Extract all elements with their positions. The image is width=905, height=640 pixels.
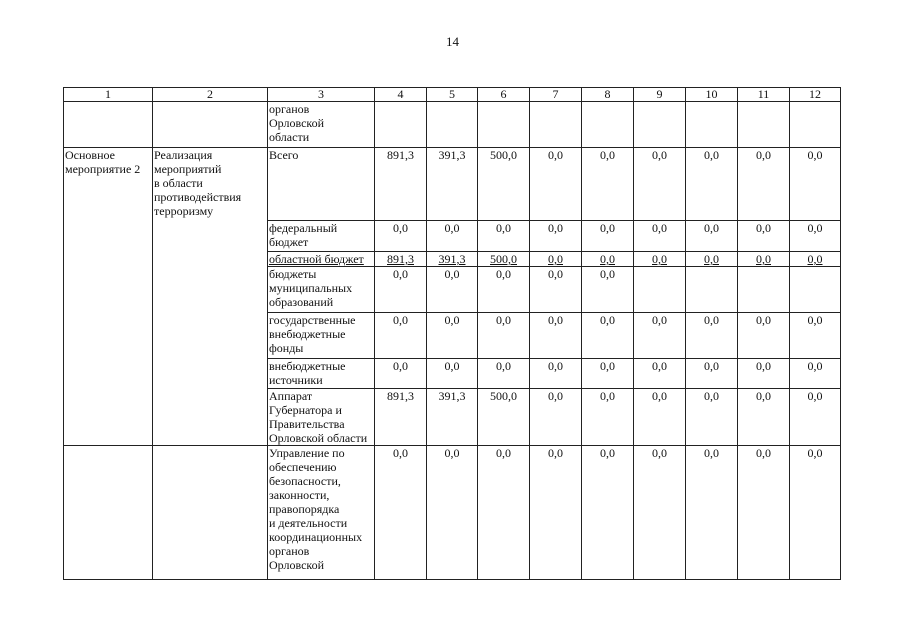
value-cell: 0,0 — [582, 389, 634, 446]
value-cell: 0,0 — [427, 221, 478, 252]
header-cell: 7 — [530, 88, 582, 102]
header-cell: 12 — [790, 88, 841, 102]
value-cell: 0,0 — [582, 221, 634, 252]
header-cell: 8 — [582, 88, 634, 102]
value-cell: 0,0 — [375, 313, 427, 359]
value-cell: 0,0 — [686, 389, 738, 446]
value-cell: 0,0 — [790, 359, 841, 389]
value-cell: 0,0 — [582, 359, 634, 389]
budget-table — [63, 87, 841, 580]
header-cell: 9 — [634, 88, 686, 102]
value-cell — [790, 267, 841, 313]
value-cell: 0,0 — [686, 252, 738, 267]
value-cell: 0,0 — [530, 267, 582, 313]
source-label: Всего — [268, 148, 375, 221]
value-cell: 0,0 — [686, 313, 738, 359]
value-cell: 391,3 — [427, 148, 478, 221]
value-cell: 0,0 — [427, 446, 478, 580]
value-cell: 0,0 — [478, 267, 530, 313]
value-cell: 0,0 — [790, 252, 841, 267]
value-cell: 0,0 — [790, 313, 841, 359]
header-cell: 11 — [738, 88, 790, 102]
value-cell: 0,0 — [738, 446, 790, 580]
value-cell: 0,0 — [738, 313, 790, 359]
activity-name: Основное мероприятие 2 — [64, 148, 153, 446]
value-cell: 0,0 — [634, 313, 686, 359]
value-cell: 0,0 — [634, 389, 686, 446]
header-cell: 6 — [478, 88, 530, 102]
value-cell: 0,0 — [530, 221, 582, 252]
value-cell: 500,0 — [478, 389, 530, 446]
value-cell: 891,3 — [375, 148, 427, 221]
value-cell: 0,0 — [634, 221, 686, 252]
value-cell: 0,0 — [427, 359, 478, 389]
value-cell: 0,0 — [634, 359, 686, 389]
header-cell: 3 — [268, 88, 375, 102]
header-cell: 10 — [686, 88, 738, 102]
value-cell: 0,0 — [790, 446, 841, 580]
value-cell: 500,0 — [478, 252, 530, 267]
value-cell: 0,0 — [530, 148, 582, 221]
value-cell: 0,0 — [427, 267, 478, 313]
value-cell: 0,0 — [790, 221, 841, 252]
value-cell — [686, 267, 738, 313]
value-cell: 0,0 — [478, 313, 530, 359]
value-cell: 0,0 — [686, 221, 738, 252]
value-cell: 0,0 — [790, 148, 841, 221]
value-cell — [738, 267, 790, 313]
value-cell: 0,0 — [582, 313, 634, 359]
source-label: бюджеты муниципальных образований — [268, 267, 375, 313]
activity-description: Реализация мероприятий в области противодействия терроризму — [153, 148, 268, 446]
value-cell: 500,0 — [478, 148, 530, 221]
value-cell: 391,3 — [427, 389, 478, 446]
empty-cell — [153, 102, 268, 148]
source-label: органов Орловской области — [268, 102, 375, 148]
source-label: государственные внебюджетные фонды — [268, 313, 375, 359]
page-number: 14 — [446, 34, 459, 49]
value-cell: 0,0 — [530, 252, 582, 267]
value-cell: 0,0 — [738, 389, 790, 446]
value-cell: 0,0 — [530, 389, 582, 446]
value-cell: 0,0 — [738, 221, 790, 252]
value-cell: 0,0 — [427, 313, 478, 359]
value-cell: 0,0 — [790, 389, 841, 446]
empty-cell — [153, 446, 268, 580]
header-cell: 4 — [375, 88, 427, 102]
table-row — [64, 102, 841, 148]
value-cell: 0,0 — [375, 446, 427, 580]
value-cell: 0,0 — [478, 221, 530, 252]
value-cell: 891,3 — [375, 389, 427, 446]
source-label: областной бюджет — [268, 252, 375, 267]
value-cell: 0,0 — [738, 359, 790, 389]
value-cell: 0,0 — [686, 446, 738, 580]
value-cell: 0,0 — [375, 221, 427, 252]
value-cell: 0,0 — [530, 359, 582, 389]
value-cell: 0,0 — [530, 446, 582, 580]
table-row — [64, 446, 841, 580]
source-label: Управление по обеспечению безопасности, законности, правопорядка и деятельности координационных органов Орловской — [268, 446, 375, 580]
header-cell: 1 — [64, 88, 153, 102]
value-cell: 0,0 — [375, 267, 427, 313]
value-cell: 0,0 — [478, 359, 530, 389]
source-label: Аппарат Губернатора и Правительства Орловской области — [268, 389, 375, 446]
empty-cell — [64, 446, 153, 580]
value-cell: 0,0 — [478, 446, 530, 580]
value-cell: 0,0 — [634, 446, 686, 580]
value-cell: 0,0 — [530, 313, 582, 359]
value-cell: 0,0 — [738, 252, 790, 267]
value-cell: 0,0 — [686, 359, 738, 389]
value-cell: 0,0 — [686, 148, 738, 221]
value-cell: 0,0 — [738, 148, 790, 221]
value-cell — [634, 267, 686, 313]
header-row — [64, 88, 841, 102]
value-cell: 391,3 — [427, 252, 478, 267]
empty-cell — [64, 102, 153, 148]
header-cell: 5 — [427, 88, 478, 102]
value-cell: 0,0 — [582, 267, 634, 313]
source-label: федеральный бюджет — [268, 221, 375, 252]
value-cell: 0,0 — [634, 148, 686, 221]
value-cell: 891,3 — [375, 252, 427, 267]
value-cell: 0,0 — [582, 252, 634, 267]
value-cell: 0,0 — [582, 446, 634, 580]
value-cell: 0,0 — [582, 148, 634, 221]
value-cell: 0,0 — [375, 359, 427, 389]
source-label: внебюджетные источники — [268, 359, 375, 389]
header-cell: 2 — [153, 88, 268, 102]
value-cell: 0,0 — [634, 252, 686, 267]
table-row — [64, 148, 841, 221]
